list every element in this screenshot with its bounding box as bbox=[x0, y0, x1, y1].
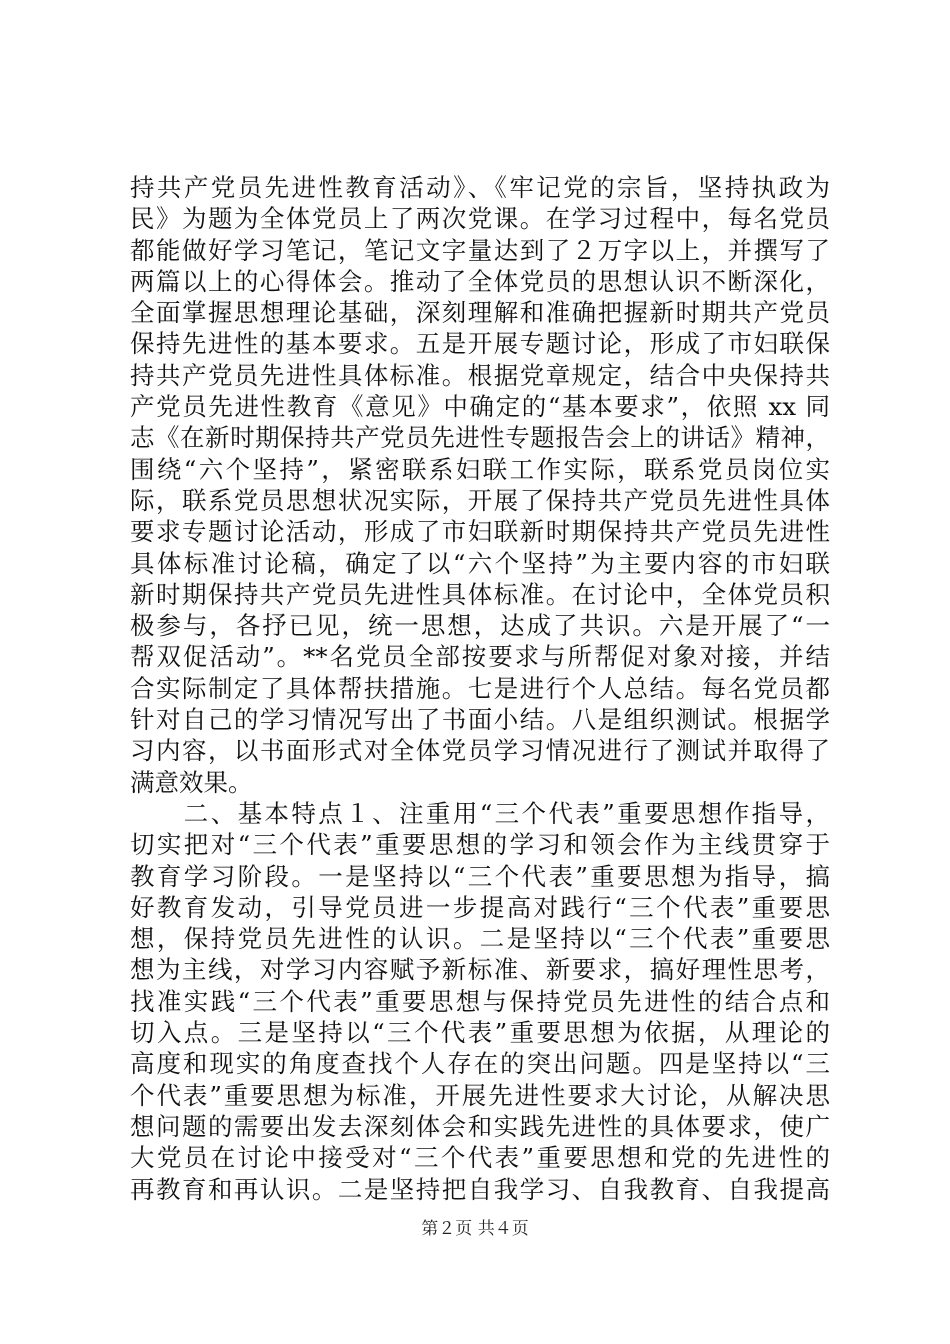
text-line: 新时期保持共产党员先进性具体标准。在讨论中，全体党员积 bbox=[130, 579, 830, 609]
document-body bbox=[130, 172, 830, 1205]
text-line: 要求专题讨论活动，形成了市妇联新时期保持共产党员先进性 bbox=[130, 517, 830, 547]
text-line: 针对自己的学习情况写出了书面小结。八是组织测试。根据学 bbox=[130, 705, 830, 735]
text-line: 再教育和再认识。二是坚持把自我学习、自我教育、自我提高 bbox=[130, 1174, 830, 1204]
page-footer: 第２页 共４页 bbox=[421, 1219, 529, 1239]
text-line: 民》为题为全体党员上了两次党课。在学习过程中，每名党员 bbox=[130, 204, 830, 234]
text-line: 高度和现实的角度查找个人存在的突出问题。四是坚持以“三 bbox=[130, 1049, 830, 1079]
text-line: 想为主线，对学习内容赋予新标准、新要求，搞好理性思考， bbox=[130, 955, 830, 985]
text-line: 合实际制定了具体帮扶措施。七是进行个人总结。每名党员都 bbox=[130, 673, 830, 703]
text-line: 帮双促活动”。**名党员全部按要求与所帮促对象对接，并结 bbox=[130, 642, 830, 672]
text-line: 具体标准讨论稿，确定了以“六个坚持”为主要内容的市妇联 bbox=[130, 548, 830, 578]
text-line: 满意效果。 bbox=[130, 767, 253, 797]
text-line: 个代表”重要思想为标准，开展先进性要求大讨论，从解决思 bbox=[130, 1080, 830, 1110]
text-line: 极参与，各抒已见，统一思想，达成了共识。六是开展了“一 bbox=[130, 611, 830, 641]
text-line: 切入点。三是坚持以“三个代表”重要思想为依据，从理论的 bbox=[130, 1018, 830, 1048]
text-line: 际，联系党员思想状况实际，开展了保持共产党员先进性具体 bbox=[130, 485, 830, 515]
text-line: 想问题的需要出发去深刻体会和实践先进性的具体要求，使广 bbox=[130, 1111, 830, 1141]
text-line: 大党员在讨论中接受对“三个代表”重要思想和党的先进性的 bbox=[130, 1143, 830, 1173]
text-line: 好教育发动，引导党员进一步提高对践行“三个代表”重要思 bbox=[130, 892, 830, 922]
text-line: 教育学习阶段。一是坚持以“三个代表”重要思想为指导，搞 bbox=[130, 861, 830, 891]
text-line: 持共产党员先进性具体标准。根据党章规定，结合中央保持共 bbox=[130, 360, 830, 390]
text-line: 全面掌握思想理论基础，深刻理解和准确把握新时期共产党员 bbox=[130, 298, 830, 328]
text-line: 围绕“六个坚持”，紧密联系妇联工作实际，联系党员岗位实 bbox=[130, 454, 830, 484]
text-line: 两篇以上的心得体会。推动了全体党员的思想认识不断深化， bbox=[130, 266, 830, 296]
text-line: 想，保持党员先进性的认识。二是坚持以“三个代表”重要思 bbox=[130, 924, 830, 954]
text-line: 习内容，以书面形式对全体党员学习情况进行了测试并取得了 bbox=[130, 736, 830, 766]
text-line: 找准实践“三个代表”重要思想与保持党员先进性的结合点和 bbox=[130, 986, 830, 1016]
text-line: 持共产党员先进性教育活动》、《牢记党的宗旨，坚持执政为 bbox=[130, 173, 830, 202]
text-line: 产党员先进性教育《意见》中确定的“基本要求”，依照 xx 同 bbox=[130, 392, 830, 422]
text-line: 都能做好学习笔记，笔记文字量达到了２万字以上，并撰写了 bbox=[130, 235, 830, 265]
text-line: 志《在新时期保持共产党员先进性专题报告会上的讲话》精神， bbox=[130, 423, 830, 453]
text-line: 二、基本特点１、注重用“三个代表”重要思想作指导， bbox=[130, 798, 830, 828]
text-line: 保持先进性的基本要求。五是开展专题讨论，形成了市妇联保 bbox=[130, 329, 830, 359]
text-line: 切实把对“三个代表”重要思想的学习和领会作为主线贯穿于 bbox=[130, 830, 830, 860]
